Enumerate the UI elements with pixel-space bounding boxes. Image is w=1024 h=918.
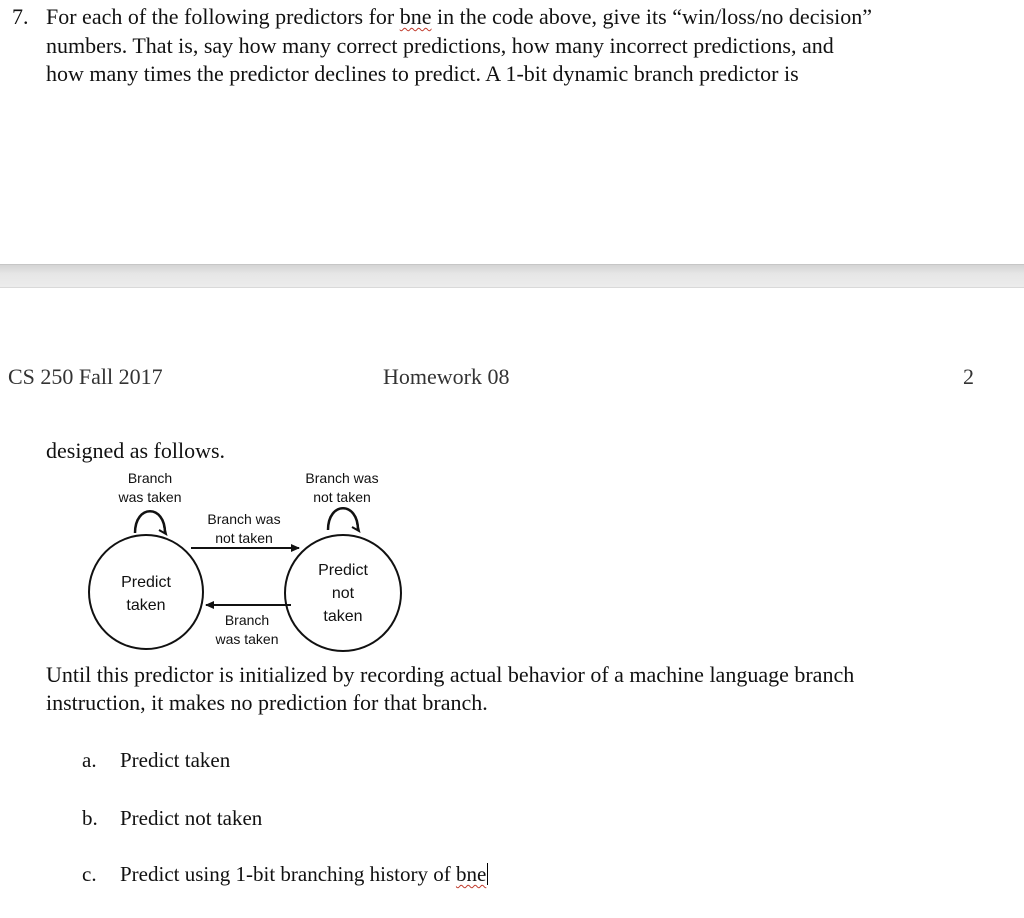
question-number: 7. [12,4,29,29]
question-line-1 [46,4,872,30]
state-predict-taken [89,535,203,649]
option-c-text-before: Predict using 1-bit branching history of [120,862,456,886]
state-diagram [0,460,460,660]
option-c-letter: c. [82,862,97,886]
self-loop-not-taken-label-line1: Branch was [305,470,379,486]
state-not-taken-label-line1: Predict [318,562,368,579]
question-line-1-after: in the code above, give its “win/loss/no decision” [431,4,873,29]
page-break-gap [0,264,1024,288]
option-a-letter: a. [82,748,97,772]
transition-to-taken-label-line2: was taken [215,631,279,647]
state-not-taken-label-line3: taken [323,608,363,625]
state-not-taken-label-line2: not [331,585,355,602]
option-b-letter: b. [82,806,98,830]
spellcheck-word-bne[interactable]: bne [399,4,432,29]
text-cursor [487,863,488,885]
self-loop-not-taken-label-line2: not taken [313,489,371,505]
self-loop-taken-arrowhead [159,526,166,534]
self-loop-taken-label-line2: was taken [118,489,182,505]
option-c-text [120,862,488,887]
transition-to-not-taken-label-line1: Branch was [207,511,281,527]
header-course: CS 250 Fall 2017 [8,364,163,389]
self-loop-taken-label-line1: Branch [127,470,173,486]
state-taken-label-line2: taken [126,597,166,614]
question-line-1-before: For each of the following predictors for [46,4,400,29]
transition-to-taken-label-line1: Branch [224,612,270,628]
option-a-text: Predict taken [120,748,231,772]
explanation-line-2: instruction, it makes no prediction for that branch. [46,690,488,715]
self-loop-not-taken-arrowhead [352,523,359,531]
state-taken-label-line1: Predict [121,574,171,591]
header-title: Homework 08 [383,364,510,389]
question-line-2: numbers. That is, say how many correct predictions, how many incorrect predictions, and [46,33,834,58]
continuation-text: designed as follows. [46,438,226,463]
explanation-line-1: Until this predictor is initialized by recording actual behavior of a machine language branch [46,662,855,687]
header-page-number: 2 [963,364,974,389]
spellcheck-word-bne-option[interactable]: bne [455,862,487,886]
question-line-3: how many times the predictor declines to predict. A 1-bit dynamic branch predictor is [46,61,799,86]
transition-to-not-taken-label-line2: not taken [215,530,273,546]
option-b-text: Predict not taken [120,806,263,830]
